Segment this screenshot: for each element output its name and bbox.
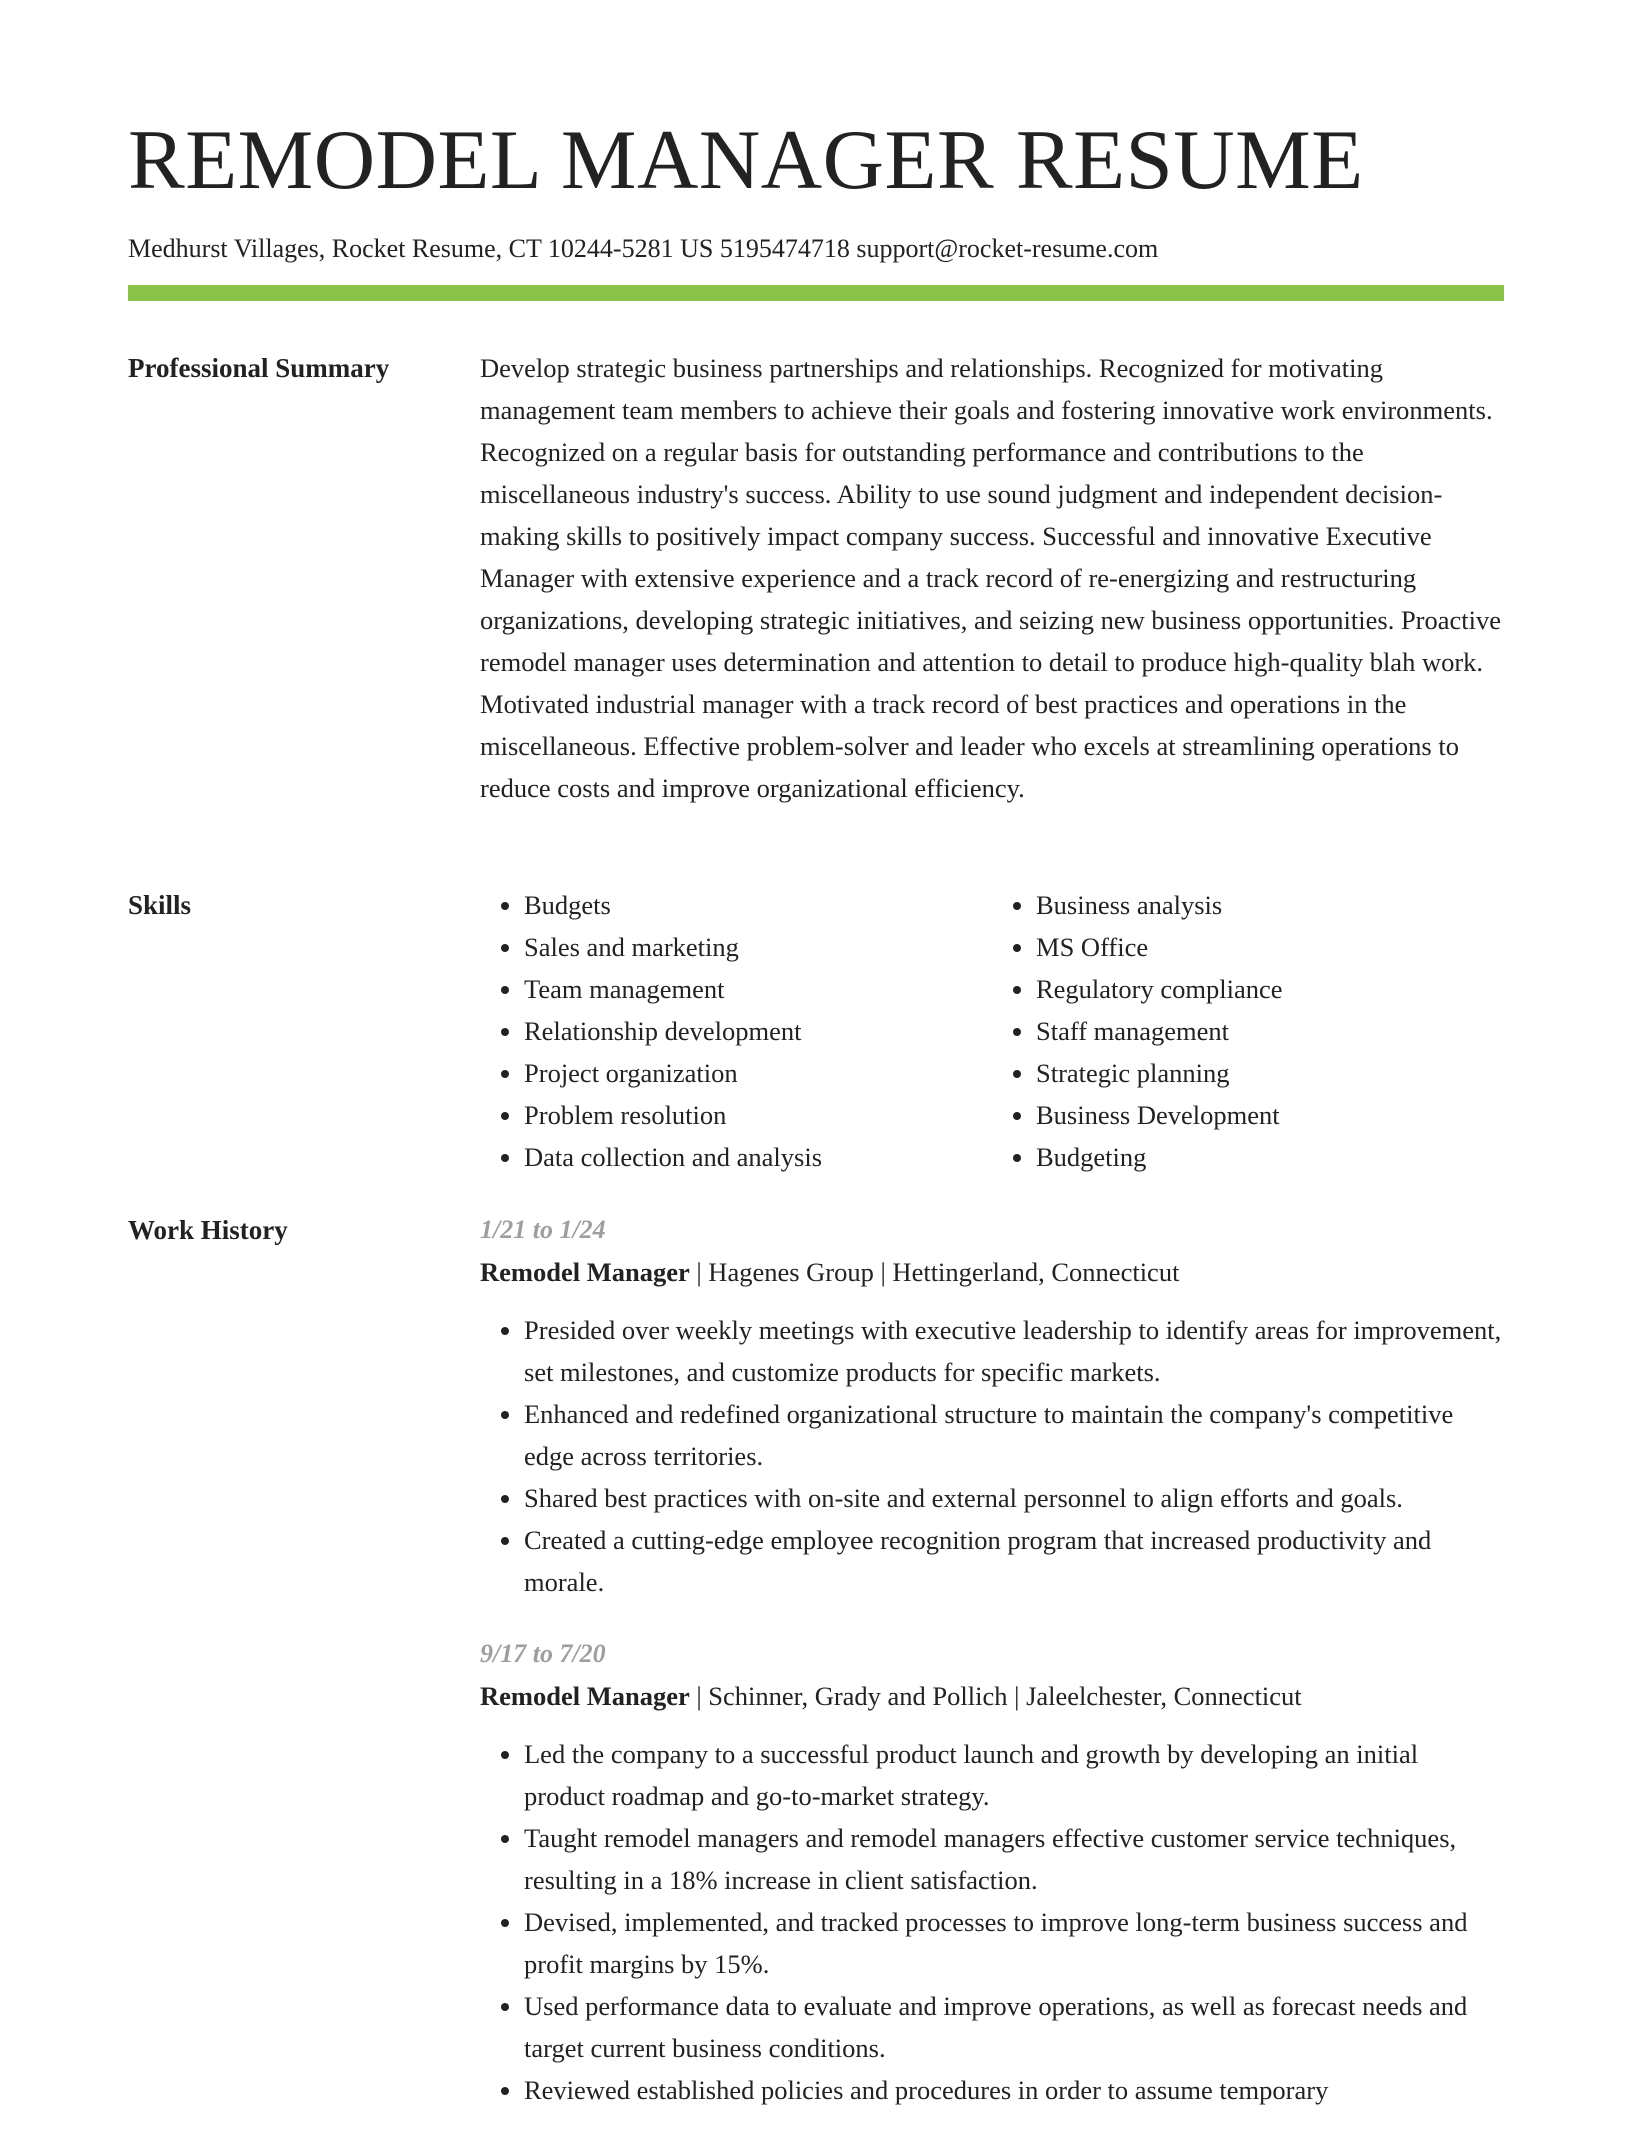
contact-line: Medhurst Villages, Rocket Resume, CT 10244-5281 US 5195474718 support@rocket-resume.com (128, 234, 1159, 263)
skill-item: • Business Development (1036, 1094, 1504, 1136)
skill-item: • Data collection and analysis (524, 1136, 992, 1178)
skill-item: • Team management (524, 968, 992, 1010)
job-bullets (480, 1733, 1504, 2111)
job-dates: 9/17 to 7/20 (480, 1639, 606, 1668)
skills-columns (480, 884, 1504, 1178)
summary-text: Develop strategic business partnerships and relationships. Recognized for motivating management team members to achieve their goals and fostering innovative work environments. Recognized on a regular basis for outstanding performance and contributions to the miscellaneous industry's success. Ability to use sound judgment and independent decision-making skills to positively impact company success. Successful and innovative Executive Manager with extensive experience and a track record of re-energizing and restructuring organizations, developing strategic initiatives, and seizing new business opportunities. Proactive remodel manager uses determination and attention to detail to produce high-quality blah work. Motivated industrial manager with a track record of best practices and operations in the miscellaneous. Effective problem-solver and leader who excels at streamlining operations to reduce costs and improve organizational efficiency. (480, 353, 1502, 803)
resume-title: REMODEL MANAGER RESUME (128, 113, 1364, 207)
job-bullet: • Used performance data to evaluate and improve operations, as well as forecast needs and target current business conditions. (524, 1985, 1504, 2069)
job-heading (480, 1675, 1504, 1717)
work-history-body (480, 1209, 1504, 2141)
job-dates: 1/21 to 1/24 (480, 1215, 606, 1244)
skill-item: • Problem resolution (524, 1094, 992, 1136)
job-bullets (480, 1309, 1504, 1603)
job-heading (480, 1251, 1504, 1293)
header-divider (128, 285, 1504, 301)
job-title: Remodel Manager (480, 1257, 690, 1287)
job-details: | Schinner, Grady and Pollich | Jaleelchester, Connecticut (689, 1681, 1302, 1711)
skill-item: • Project organization (524, 1052, 992, 1094)
job-title: Remodel Manager (480, 1681, 690, 1711)
job-bullet: • Led the company to a successful product launch and growth by developing an initial product roadmap and go-to-market strategy. (524, 1733, 1504, 1817)
skill-item: • Staff management (1036, 1010, 1504, 1052)
job-bullet: • Presided over weekly meetings with executive leadership to identify areas for improvement, set milestones, and customize products for specific markets. (524, 1309, 1504, 1393)
skills-list-right (992, 884, 1504, 1178)
skills-body (480, 884, 1504, 1178)
job-bullet: • Taught remodel managers and remodel managers effective customer service techniques, resulting in a 18% increase in client satisfaction. (524, 1817, 1504, 1901)
job-bullet: • Devised, implemented, and tracked processes to improve long-term business success and profit margins by 15%. (524, 1901, 1504, 1985)
skill-item: • MS Office (1036, 926, 1504, 968)
job-bullet: • Shared best practices with on-site and external personnel to align efforts and goals. (524, 1477, 1504, 1519)
skill-item: • Sales and marketing (524, 926, 992, 968)
job-bullet: • Created a cutting-edge employee recognition program that increased productivity and morale. (524, 1519, 1504, 1603)
work-history-label: Work History (128, 1215, 288, 1245)
skill-item: • Regulatory compliance (1036, 968, 1504, 1010)
skill-item: • Relationship development (524, 1010, 992, 1052)
skills-list-left (480, 884, 992, 1178)
job-bullet: • Enhanced and redefined organizational structure to maintain the company's competitive edge across territories. (524, 1393, 1504, 1477)
summary-body (480, 347, 1504, 809)
job-details: | Hagenes Group | Hettingerland, Connecticut (689, 1257, 1180, 1287)
skill-item: • Budgets (524, 884, 992, 926)
summary-label: Professional Summary (128, 353, 390, 383)
skill-item: • Budgeting (1036, 1136, 1504, 1178)
job-entry (480, 1209, 1504, 1603)
skill-item: • Strategic planning (1036, 1052, 1504, 1094)
job-entry (480, 1633, 1504, 2111)
skills-label: Skills (128, 890, 192, 920)
skill-item: • Business analysis (1036, 884, 1504, 926)
job-bullet: • Reviewed established policies and procedures in order to assume temporary (524, 2069, 1504, 2111)
